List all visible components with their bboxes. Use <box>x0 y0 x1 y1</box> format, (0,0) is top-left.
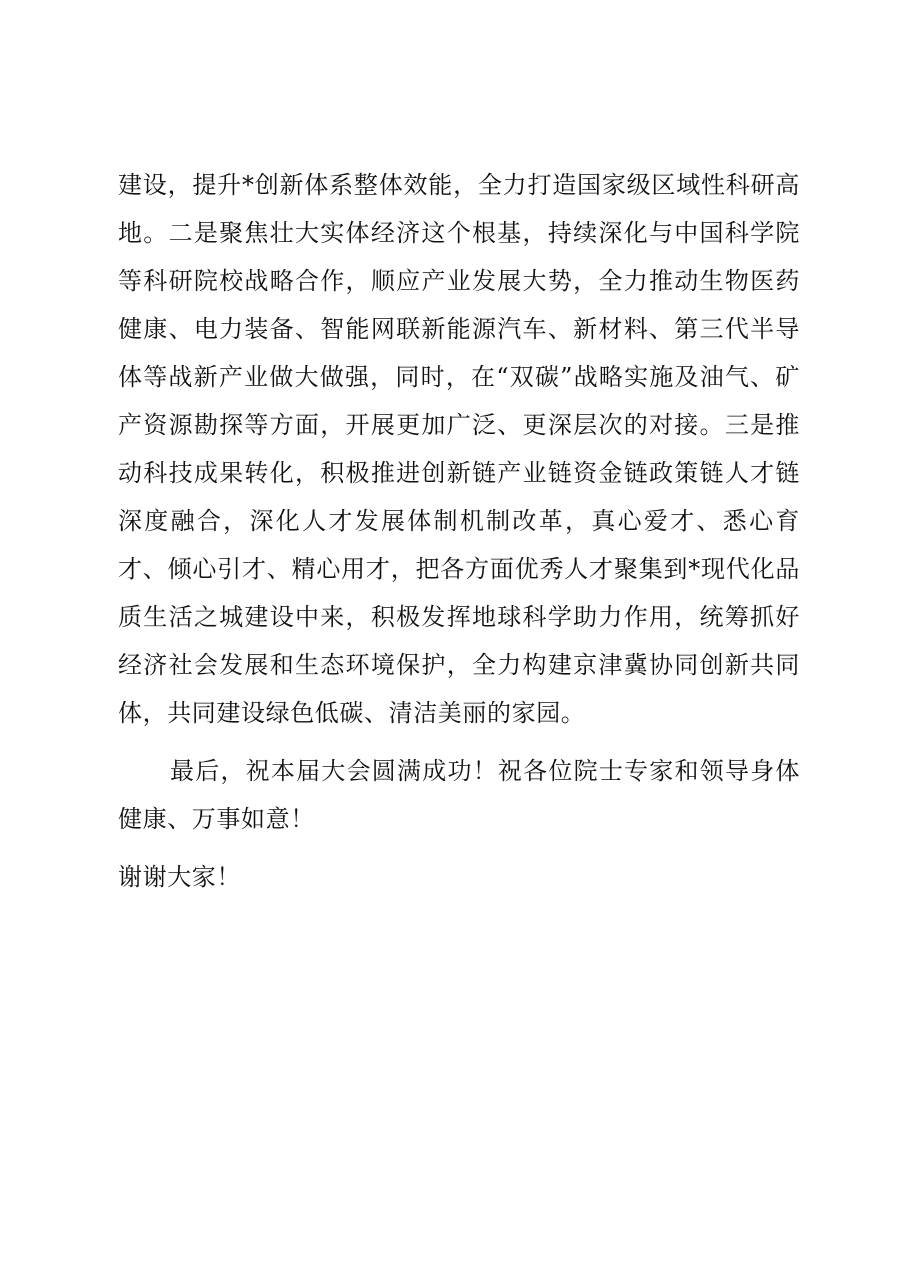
paragraph-continued: 建设，提升*创新体系整体效能，全力打造国家级区域性科研高地。二是聚焦壮大实体经济这个根基，持续深化与中国科学院等科研院校战略合作，顺应产业发展大势，全力推动生物医药健康、电力装备、智能网联新能源汽车、新材料、第三代半导体等战新产业做大做强，同时，在“双碳”战略实施及油气、矿产资源勘探等方面，开展更加广泛、更深层次的对接。三是推动科技成果转化，积极推进创新链产业链资金链政策链人才链深度融合，深化人才发展体制机制改革，真心爱才、悉心育才、倾心引才、精心用才，把各方面优秀人才聚集到*现代化品质生活之城建设中来，积极发挥地球科学助力作用，统筹抓好经济社会发展和生态环境保护，全力构建京津冀协同创新共同体，共同建设绿色低碳、清洁美丽的家园。 <box>118 171 800 727</box>
paragraph-closing-wishes: 最后，祝本届大会圆满成功！祝各位院士专家和领导身体健康、万事如意！ <box>118 757 800 833</box>
paragraph-thanks: 谢谢大家！ <box>118 863 241 891</box>
document-body <box>118 161 800 901</box>
